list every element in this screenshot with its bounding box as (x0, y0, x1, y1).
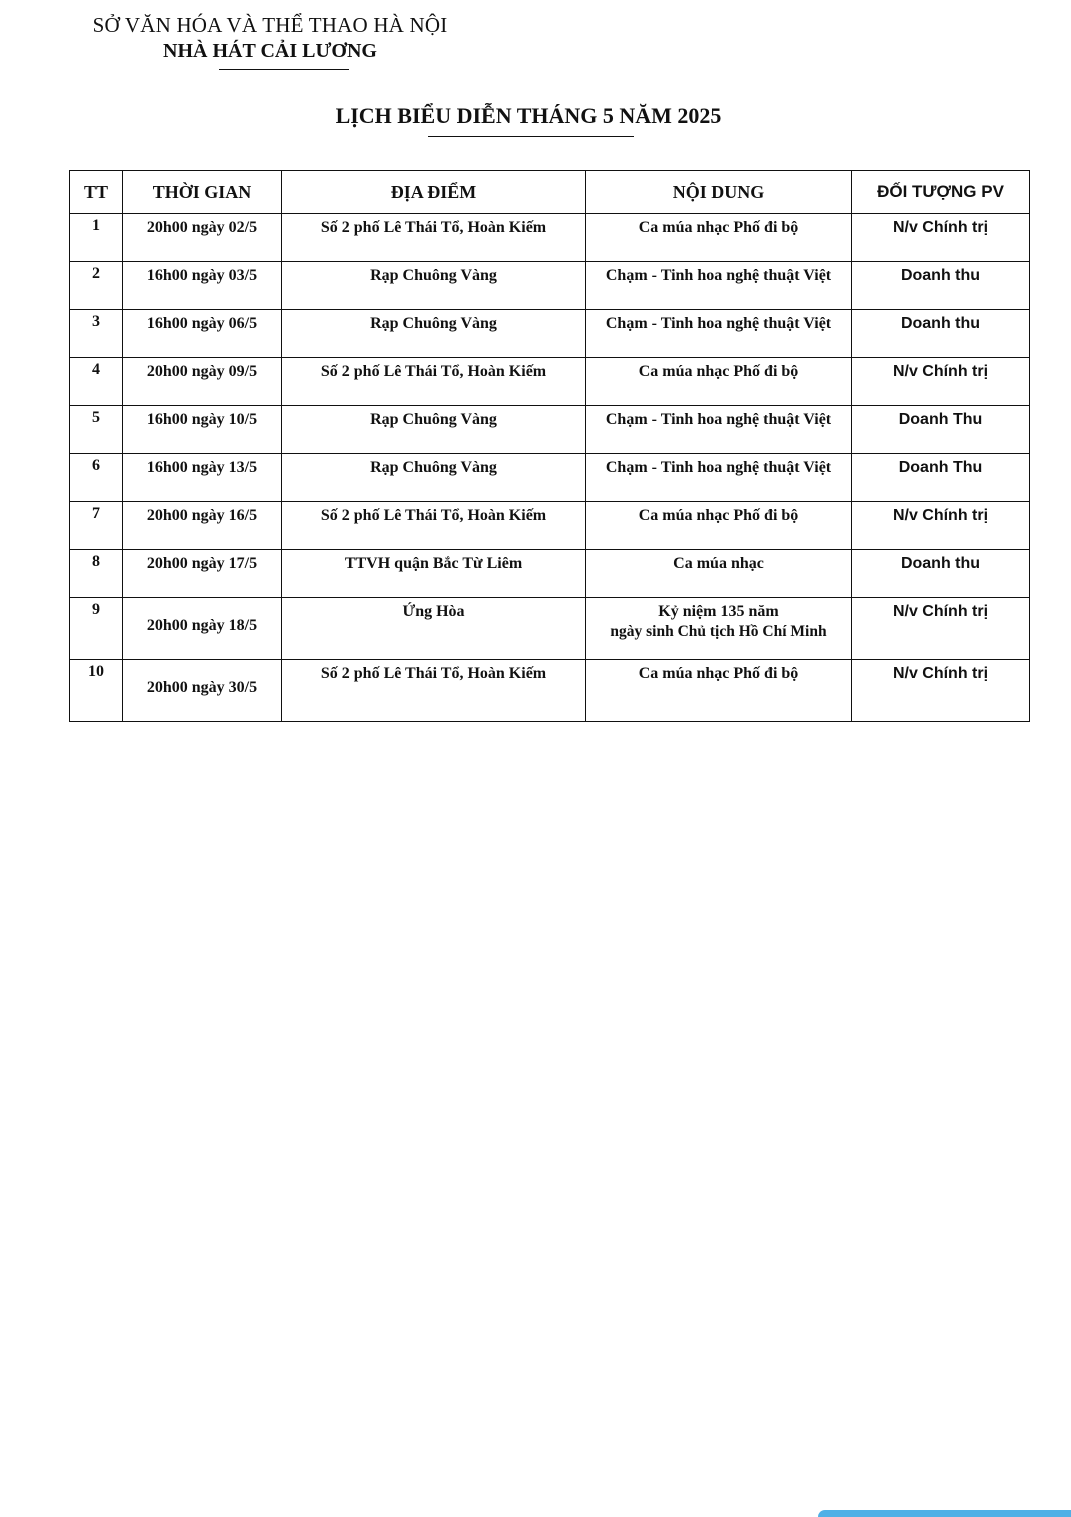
cell-content: Ca múa nhạc Phố đi bộ (586, 502, 852, 550)
cell-tt: 7 (70, 502, 123, 550)
cell-audience: N/v Chính trị (852, 502, 1030, 550)
document-header (70, 12, 470, 64)
cell-tt: 10 (70, 660, 123, 722)
cell-tt: 9 (70, 598, 123, 660)
cell-tt: 3 (70, 310, 123, 358)
cell-content: Chạm - Tinh hoa nghệ thuật Việt (586, 310, 852, 358)
table-row (70, 406, 1030, 454)
table-row (70, 660, 1030, 722)
column-header-tt: TT (70, 171, 123, 214)
cell-time: 20h00 ngày 30/5 (123, 660, 282, 722)
column-header-audience: ĐỐI TƯỢNG PV (852, 171, 1030, 214)
title-underline (428, 136, 634, 137)
cell-time: 20h00 ngày 02/5 (123, 214, 282, 262)
table-row (70, 598, 1030, 660)
organization-name: SỞ VĂN HÓA VÀ THỂ THAO HÀ NỘI (92, 13, 448, 37)
cell-venue: Rạp Chuông Vàng (282, 262, 586, 310)
unit-name: NHÀ HÁT CẢI LƯƠNG (163, 40, 377, 62)
corner-accent-bar (818, 1510, 1071, 1517)
cell-tt: 2 (70, 262, 123, 310)
cell-audience: N/v Chính trị (852, 214, 1030, 262)
column-header-venue: ĐỊA ĐIỂM (282, 171, 586, 214)
cell-tt: 6 (70, 454, 123, 502)
cell-venue: TTVH quận Bắc Từ Liêm (282, 550, 586, 598)
cell-content: Ca múa nhạc Phố đi bộ (586, 660, 852, 722)
column-header-time: THỜI GIAN (123, 171, 282, 214)
cell-time: 20h00 ngày 17/5 (123, 550, 282, 598)
cell-venue: Rạp Chuông Vàng (282, 454, 586, 502)
table-row (70, 358, 1030, 406)
cell-content: Ca múa nhạc Phố đi bộ (586, 358, 852, 406)
unit-underline (219, 69, 349, 70)
cell-content: Ca múa nhạc (586, 550, 852, 598)
cell-content: Chạm - Tinh hoa nghệ thuật Việt (586, 406, 852, 454)
cell-time: 20h00 ngày 18/5 (123, 598, 282, 660)
cell-tt: 5 (70, 406, 123, 454)
cell-audience: N/v Chính trị (852, 358, 1030, 406)
table-row (70, 550, 1030, 598)
table-row (70, 454, 1030, 502)
cell-audience: Doanh thu (852, 310, 1030, 358)
cell-venue: Số 2 phố Lê Thái Tổ, Hoàn Kiếm (282, 502, 586, 550)
cell-venue: Ứng Hòa (282, 598, 586, 660)
cell-tt: 4 (70, 358, 123, 406)
cell-venue: Rạp Chuông Vàng (282, 406, 586, 454)
table-row (70, 214, 1030, 262)
cell-time: 20h00 ngày 09/5 (123, 358, 282, 406)
table-row (70, 262, 1030, 310)
column-header-content: NỘI DUNG (586, 171, 852, 214)
cell-content-line-2: ngày sinh Chủ tịch Hồ Chí Minh (610, 623, 827, 640)
schedule-table (69, 170, 1030, 722)
cell-time: 16h00 ngày 13/5 (123, 454, 282, 502)
cell-audience: N/v Chính trị (852, 660, 1030, 722)
cell-venue: Số 2 phố Lê Thái Tổ, Hoàn Kiếm (282, 358, 586, 406)
cell-audience: Doanh Thu (852, 406, 1030, 454)
cell-venue: Rạp Chuông Vàng (282, 310, 586, 358)
cell-audience: Doanh thu (852, 550, 1030, 598)
cell-time: 16h00 ngày 10/5 (123, 406, 282, 454)
cell-venue: Số 2 phố Lê Thái Tổ, Hoàn Kiếm (282, 214, 586, 262)
cell-audience: N/v Chính trị (852, 598, 1030, 660)
table-row (70, 310, 1030, 358)
cell-content (586, 598, 852, 660)
cell-tt: 8 (70, 550, 123, 598)
cell-time: 16h00 ngày 03/5 (123, 262, 282, 310)
cell-time: 20h00 ngày 16/5 (123, 502, 282, 550)
table-header-row (70, 171, 1030, 214)
document-title: LỊCH BIỂU DIỄN THÁNG 5 NĂM 2025 (335, 103, 722, 128)
cell-audience: Doanh thu (852, 262, 1030, 310)
cell-content: Ca múa nhạc Phố đi bộ (586, 214, 852, 262)
cell-venue: Số 2 phố Lê Thái Tổ, Hoàn Kiếm (282, 660, 586, 722)
cell-content: Chạm - Tinh hoa nghệ thuật Việt (586, 262, 852, 310)
table-row (70, 502, 1030, 550)
cell-audience: Doanh Thu (852, 454, 1030, 502)
cell-time: 16h00 ngày 06/5 (123, 310, 282, 358)
cell-content: Chạm - Tinh hoa nghệ thuật Việt (586, 454, 852, 502)
cell-content-line-1: Kỷ niệm 135 năm (658, 603, 779, 620)
cell-tt: 1 (70, 214, 123, 262)
